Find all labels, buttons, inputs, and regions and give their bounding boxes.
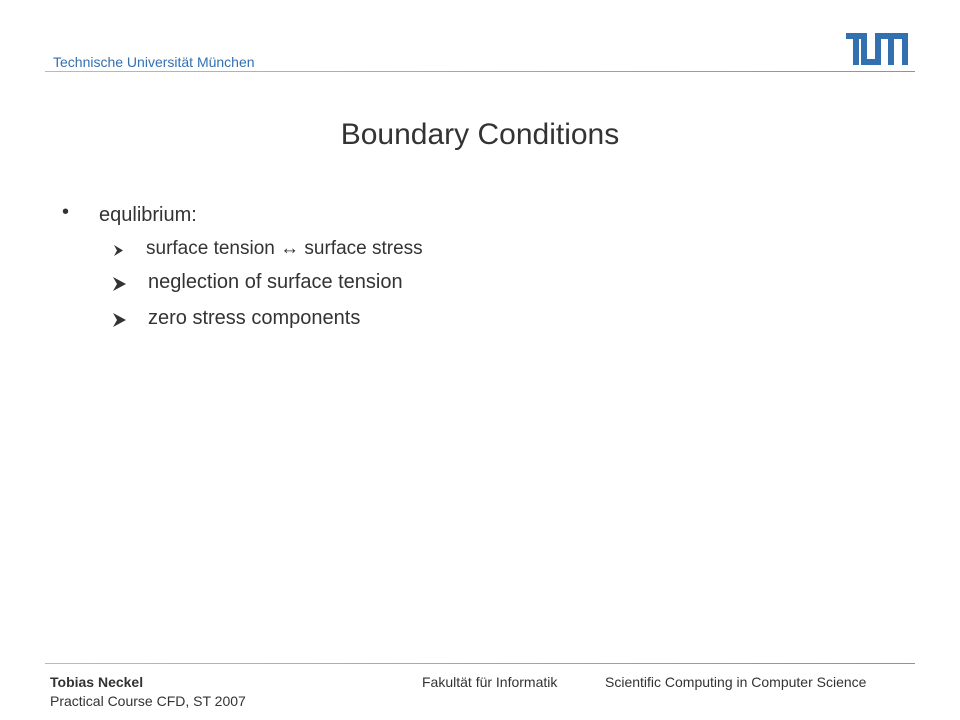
tum-logo-icon (846, 33, 908, 65)
footer-author: Tobias Neckel (50, 674, 144, 690)
university-name: Technische Universität München (53, 54, 255, 70)
sub-bullet-text: zero stress components (148, 307, 361, 329)
sub-bullet-text: surface tension ↔ surface stress (146, 238, 423, 259)
sub-bullet-text: neglection of surface tension (148, 271, 403, 293)
footer-chair: Scientific Computing in Computer Science (605, 674, 867, 690)
arrow-bullet-icon (114, 245, 123, 256)
arrow-bullet-icon (113, 313, 126, 327)
bullet-text: equlibrium: (99, 204, 197, 226)
footer-faculty: Fakultät für Informatik (422, 674, 558, 690)
footer-course: Practical Course CFD, ST 2007 (50, 693, 246, 709)
slide-title: Boundary Conditions (340, 118, 620, 151)
bullet-dot-icon: • (62, 201, 70, 223)
footer-divider (45, 663, 915, 664)
header-divider (45, 71, 915, 72)
arrow-bullet-icon (113, 277, 126, 291)
